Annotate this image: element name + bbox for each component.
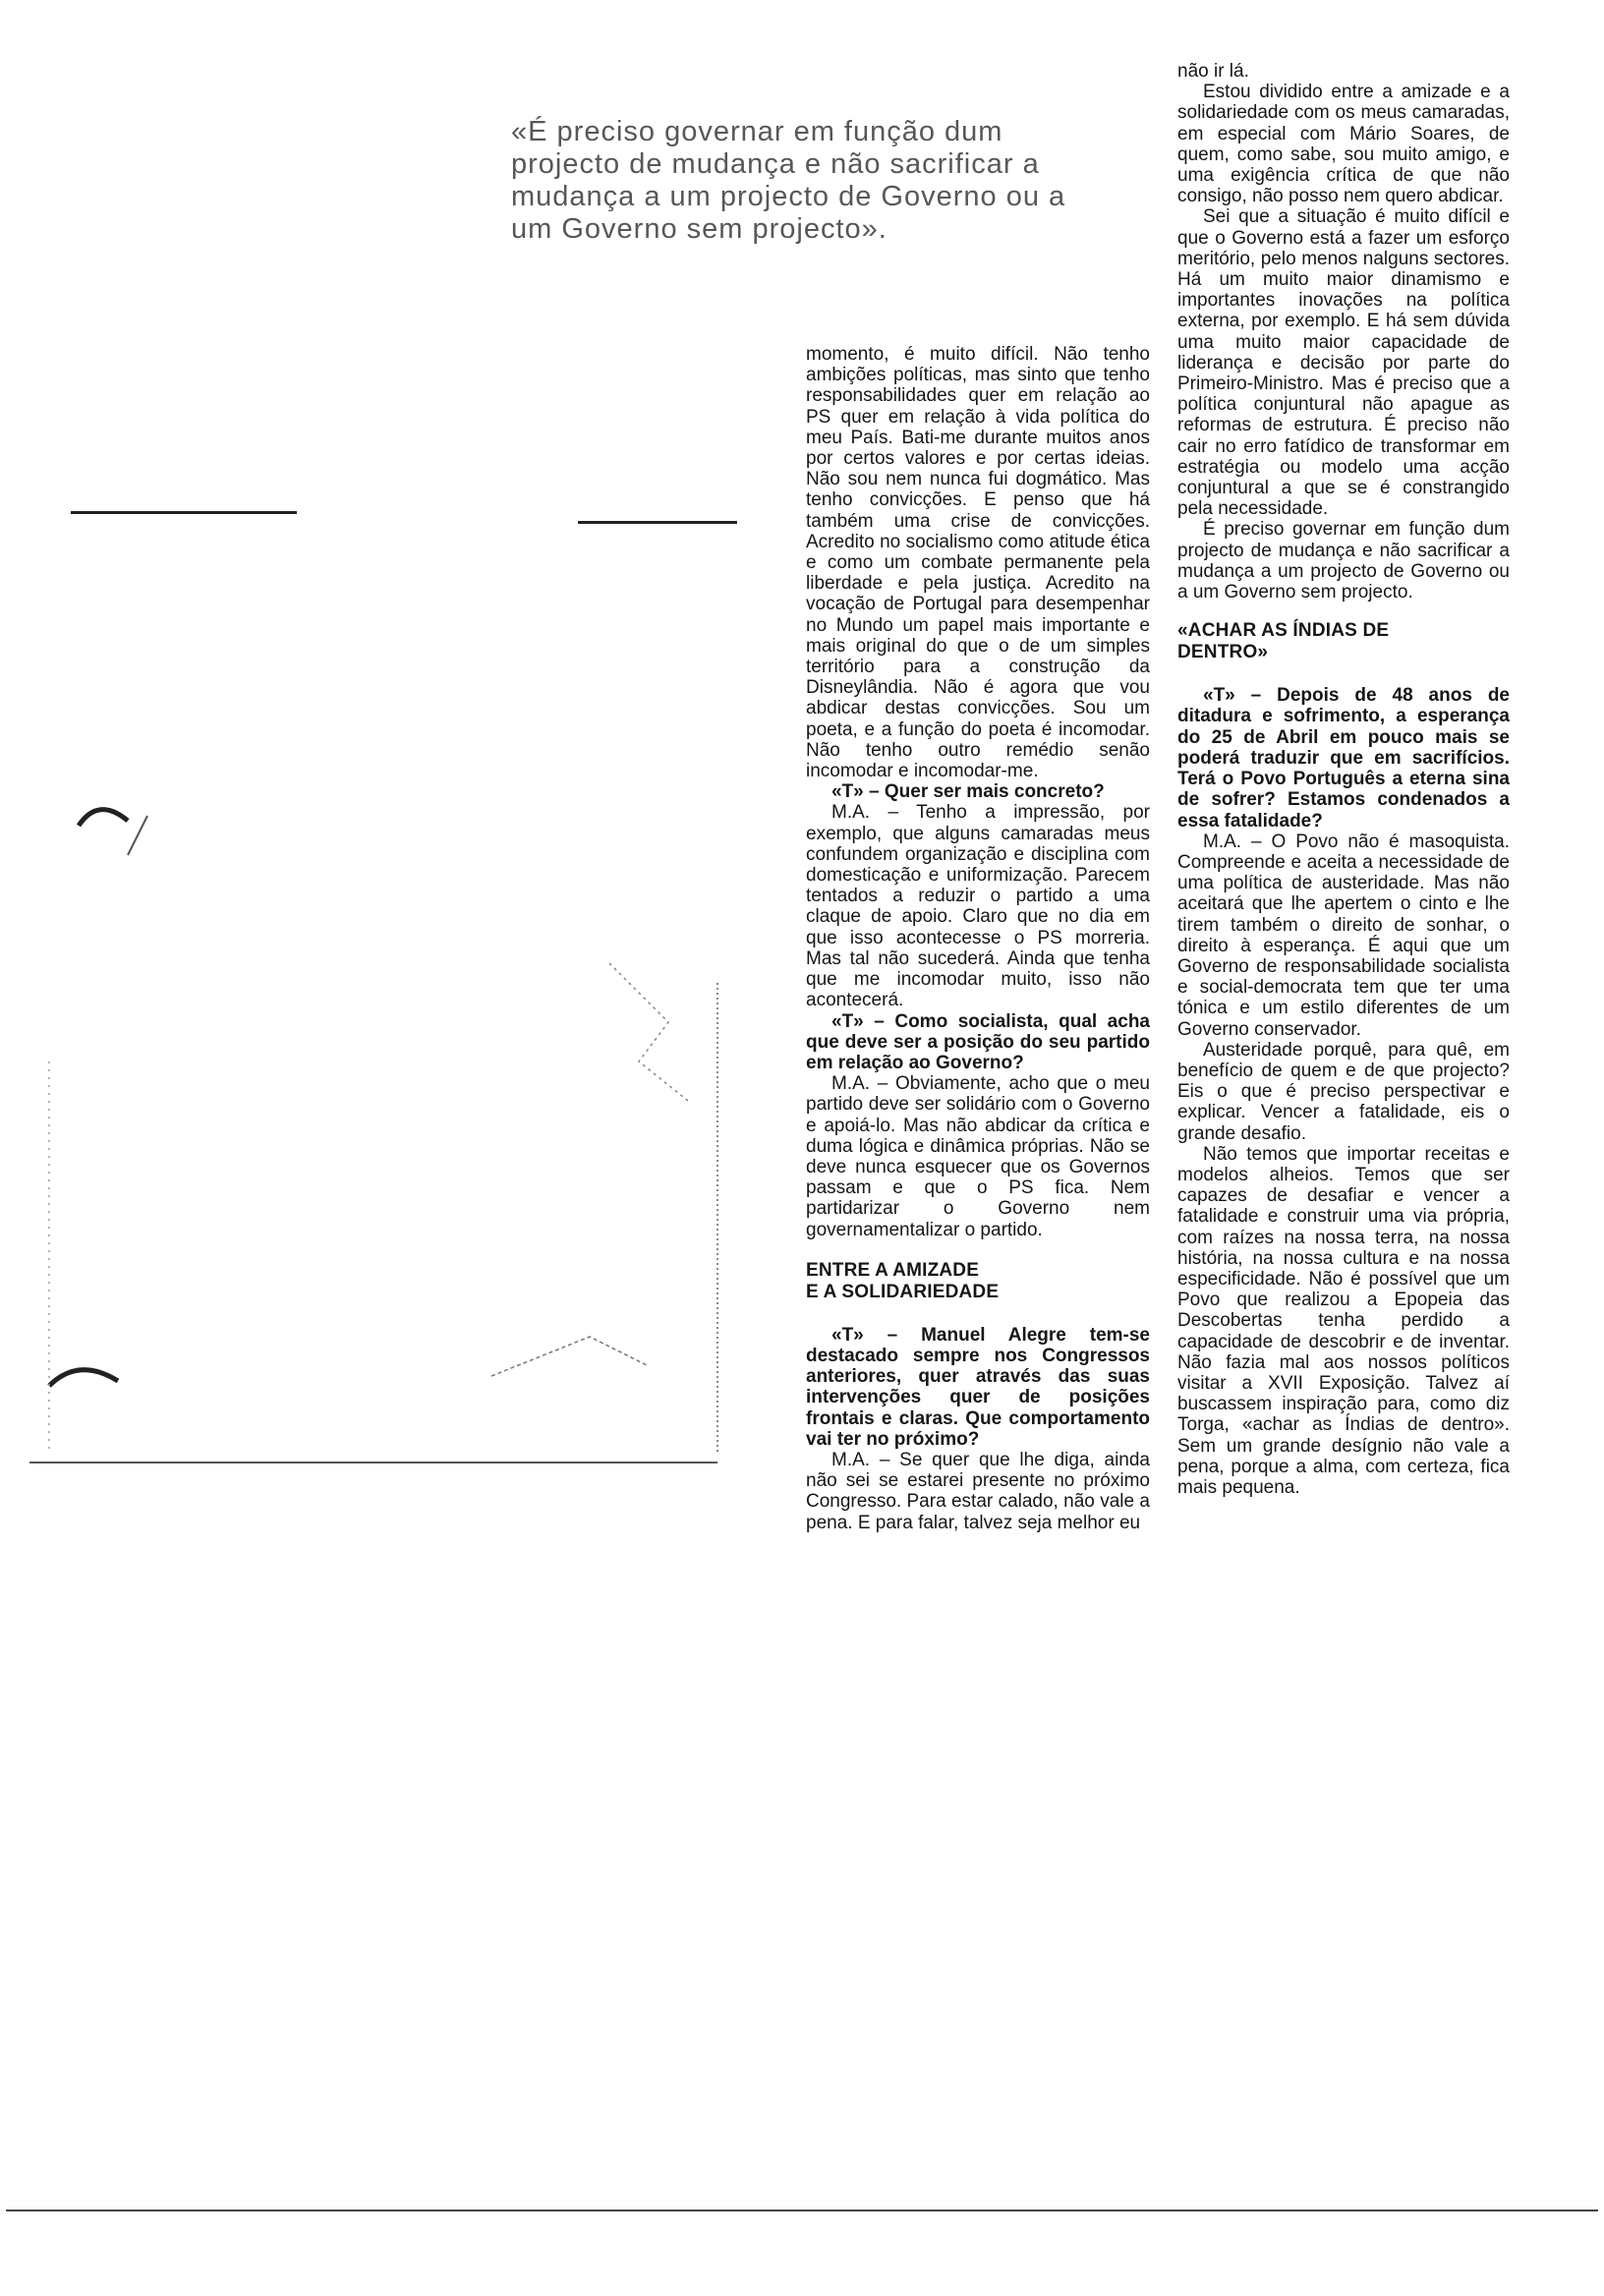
body-paragraph: Sei que a situação é muito difícil e que o Governo está a fazer um esforço meritório, pelo menos nalguns sectores. Há um muito maior dinamismo e importantes inovações na política externa, por exemplo. E há sem dúvida uma muito maior capacidade de liderança e decisão por parte do Primeiro-Ministro. Mas é preciso que a política conjuntural não apague as reformas de estrutura. É preciso não cair no erro fatídico de transformar em estratégia ou modelo uma acção conjuntural a que se é constrangido pela necessidade. <box>1177 206 1510 520</box>
pull-quote-line: mudança a um projecto de Governo ou a <box>511 181 1066 212</box>
body-paragraph: Não temos que importar receitas e modelos alheios. Temos que ser capazes de desafiar e vencer a fatalidade e construir uma via própria, com raízes na nossa terra, na nossa história, na nossa cultura e na nossa especificidade. Não é possível que um Povo que realizou a Epopeia das Descobertas tenha perdido a capacidade de descobrir e de inventar. Não fazia mal aos nossos políticos visitar a XVII Exposição. Talvez aí buscassem inspiração para, como diz Torga, «achar as Índias de dentro». Sem um grande desígnio não vale a pena, porque a alma, com certeza, fica mais pequena. <box>1177 1143 1510 1498</box>
photo-curve-bottom <box>49 1370 118 1386</box>
photo-line <box>128 816 147 855</box>
bottom-rule <box>6 2210 1598 2211</box>
interview-question: «T» – Manuel Alegre tem-se destacado sempre nos Congressos anteriores, quer através das suas intervenções quer de posições frontais e claras. Que comportamento vai ter no próximo? <box>806 1324 1150 1450</box>
section-heading: ENTRE A AMIZADE E A SOLIDARIEDADE <box>806 1259 1000 1302</box>
photo-scribble <box>491 1337 649 1376</box>
article-column-2 <box>1177 61 1510 1498</box>
faded-photo <box>0 688 747 1474</box>
pull-quote <box>511 116 1140 246</box>
interview-question: «T» – Depois de 48 anos de ditadura e sofrimento, a esperança do 25 de Abril em pouco mais se poderá traduzir que em sacrifícios. Terá o Povo Português a eterna sina de sofrer? Estamos condenados a essa fatalidade? <box>1177 685 1510 832</box>
divider-rule <box>71 511 297 514</box>
body-paragraph: M.A. – Obviamente, acho que o meu partido deve ser solidário com o Governo e apoiá-lo. Mas não abdicar da crítica e duma lógica e dinâmica próprias. Não se deve nunca esquecer que os Governos passam e que o PS fica. Nem partidarizar o Governo nem governamentalizar o partido. <box>806 1073 1150 1240</box>
interview-question: «T» – Quer ser mais concreto? <box>831 781 1105 803</box>
pull-quote-line: «É preciso governar em função dum <box>511 116 1003 147</box>
body-paragraph: M.A. – Se quer que lhe diga, ainda não sei se estarei presente no próximo Congresso. Para estar calado, não vale a pena. E para falar, talvez seja melhor eu <box>806 1449 1150 1533</box>
photo-scribble <box>609 963 688 1101</box>
pull-quote-line: projecto de mudança e não sacrificar a <box>511 148 1040 180</box>
article-column-1 <box>806 344 1150 1533</box>
photo-curve-top <box>79 810 128 826</box>
pull-quote-line: um Governo sem projecto». <box>511 213 888 245</box>
section-heading: «ACHAR AS ÍNDIAS DE DENTRO» <box>1177 620 1390 663</box>
body-paragraph: É preciso governar em função dum projecto de mudança e não sacrificar a mudança a um projecto de Governo ou a um Governo sem projecto. <box>1177 519 1510 603</box>
body-paragraph: Austeridade porquê, para quê, em benefício de quem e de que projecto? Eis o que é preciso perspectivar e explicar. Vencer a fatalidade, eis o grande desafio. <box>1177 1039 1510 1144</box>
divider-rule <box>578 521 737 524</box>
body-paragraph: momento, é muito difícil. Não tenho ambições políticas, mas sinto que tenho responsabilidades quer em relação ao PS quer em relação à vida política do meu País. Bati-me durante muitos anos por certos valores e por certas ideias. Não sou nem nunca fui dogmático. Mas tenho convicções. E penso que há também uma crise de convicções. Acredito no socialismo como atitude ética e como um combate permanente pela liberdade e pela justiça. Acredito na vocação de Portugal para desempenhar no Mundo um papel mais importante e mais original do que o de um simples território para a construção da Disneylândia. Não é agora que vou abdicar destas convicções. Sou um poeta, e a função do poeta é incomodar. Não tenho outro remédio senão incomodar e incomodar-me. <box>806 344 1150 782</box>
body-paragraph: Estou dividido entre a amizade e a solidariedade com os meus camaradas, em especial com Mário Soares, de quem, como sabe, sou muito amigo, e uma exigência crítica de que não consigo, não posso nem quero abdicar. <box>1177 82 1510 207</box>
interview-question: «T» – Como socialista, qual acha que deve ser a posição do seu partido em relação ao Governo? <box>806 1010 1150 1073</box>
body-paragraph: M.A. – O Povo não é masoquista. Compreende e aceita a necessidade de uma política de austeridade. Mas não aceitará que lhe apertem o cinto e lhe tirem também o direito de sonhar, o direito à esperança. É aqui que um Governo de responsabilidade socialista e social-democrata tem que ter uma tónica e um estilo diferentes de um Governo conservador. <box>1177 831 1510 1040</box>
body-paragraph: não ir lá. <box>1177 61 1249 82</box>
body-paragraph: M.A. – Tenho a impressão, por exemplo, que alguns camaradas meus confundem organização e disciplina com domesticação e uniformização. Parecem tentados a reduzir o partido a uma claque de apoio. Claro que no dia em que isso acontecesse o PS morreria. Mas tal não sucederá. Ainda que tenha que me incomodar muito, isso não acontecerá. <box>806 802 1150 1011</box>
